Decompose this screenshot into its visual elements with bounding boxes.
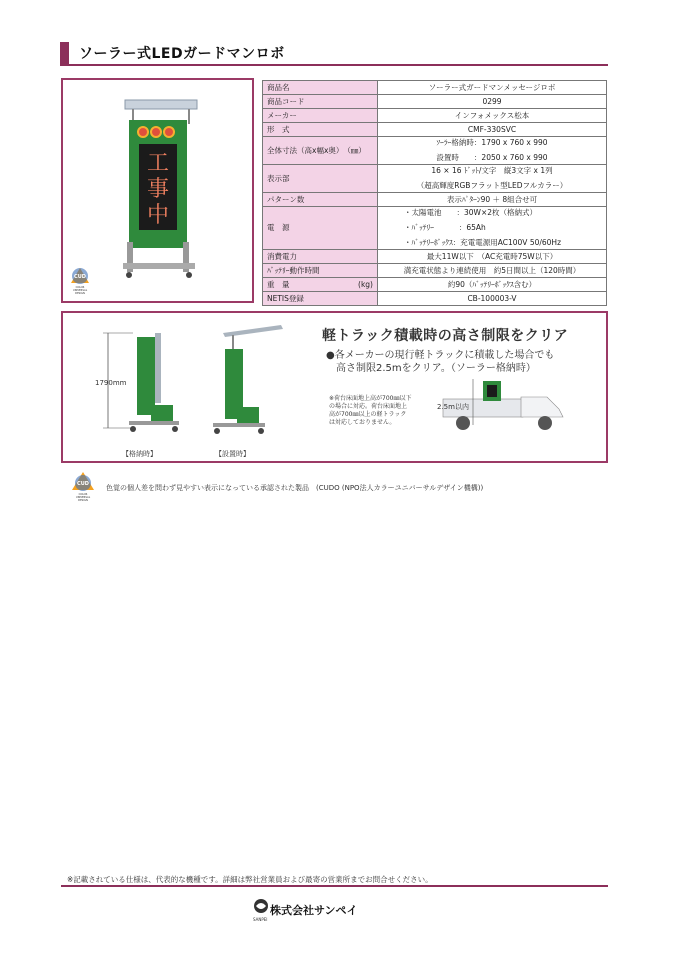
spec-value: 満充電状態より連続使用 約5日間以上（120時間） bbox=[378, 264, 607, 278]
spec-label-unit: (kg) bbox=[358, 279, 373, 289]
display-char-2: 事 bbox=[146, 177, 170, 202]
spec-value: 約90（ﾊﾞｯﾃﾘｰﾎﾞｯｸｽ含む） bbox=[378, 278, 607, 292]
spec-value: ソーラー式ガードマンメッセージロボ bbox=[378, 81, 607, 95]
spec-label: 表示部 bbox=[263, 165, 378, 193]
info-note-2: の場合に対応。荷台床面地上 bbox=[329, 403, 408, 410]
info-heading: 軽トラック積載時の高さ制限をクリア bbox=[322, 328, 569, 344]
spec-value: CMF-330SVC bbox=[378, 123, 607, 137]
display-char-3: 中 bbox=[146, 203, 170, 228]
spec-label: ﾊﾞｯﾃﾘｰ動作時間 bbox=[263, 264, 378, 278]
spec-value-installed: 設置時 ：2050 x 760 x 990 bbox=[436, 153, 548, 162]
spec-row-model bbox=[263, 123, 607, 137]
info-bullet-2: 高さ制限2.5mをクリア。（ソーラー格納時） bbox=[336, 363, 536, 374]
page-title: ソーラー式LEDガードマンロボ bbox=[79, 46, 285, 62]
caption-stored: 【格納時】 bbox=[122, 450, 157, 458]
spec-label: 全体寸法（高x幅x奥） （㎜） bbox=[263, 137, 378, 165]
caption-installed: 【設置時】 bbox=[215, 450, 250, 458]
spec-label: メーカー bbox=[263, 109, 378, 123]
footer-rule bbox=[61, 885, 608, 887]
info-note-1: ※荷台床面地上高が700㎜以下 bbox=[329, 395, 412, 402]
spec-value-display-2: （超高輝度RGBフラット型LEDフルカラー） bbox=[416, 181, 568, 190]
spec-row-patterns bbox=[263, 193, 607, 207]
spec-table bbox=[262, 80, 607, 306]
cudo-logo-line3: DESIGN bbox=[78, 499, 88, 502]
spec-label: パターン数 bbox=[263, 193, 378, 207]
spec-row-display bbox=[263, 165, 607, 193]
height-limit-label: 2.5m以内 bbox=[437, 403, 469, 411]
spec-row-consumption bbox=[263, 250, 607, 264]
spec-label: 形 式 bbox=[263, 123, 378, 137]
cudo-badge-main: CUD bbox=[74, 274, 86, 280]
spec-row-dimensions bbox=[263, 137, 607, 165]
spec-label: NETIS登録 bbox=[263, 292, 378, 306]
spec-row-maker bbox=[263, 109, 607, 123]
footer-note: ※記載されている仕様は、代表的な機種です。詳細は弊社営業員および最寄の営業所までお問合せください。 bbox=[67, 875, 433, 884]
spec-row-product-name bbox=[263, 81, 607, 95]
company-name-en: SANPEI bbox=[253, 917, 268, 922]
spec-value-stored: ｿｰﾗｰ格納時：1790 x 760 x 990 bbox=[436, 138, 548, 147]
side-height-label: 1790mm bbox=[95, 379, 127, 387]
spec-label: 電 源 bbox=[263, 207, 378, 250]
info-note-3: 高が700㎜以上の軽トラック bbox=[329, 411, 407, 418]
spec-row-product-code bbox=[263, 95, 607, 109]
spec-value-solar: ・太陽電池 ：30W×2枚（格納式） bbox=[404, 208, 538, 217]
title-bar bbox=[60, 42, 608, 66]
spec-label: 商品名 bbox=[263, 81, 378, 95]
spec-label: 商品コード bbox=[263, 95, 378, 109]
info-note-4: は対応しておりません。 bbox=[329, 419, 396, 426]
info-bullet-1: ●各メーカーの現行軽トラックに積載した場合でも bbox=[326, 350, 555, 361]
spec-row-weight bbox=[263, 278, 607, 292]
cudo-logo-line1: COLOR bbox=[78, 493, 88, 496]
cudo-badge-line1: COLOR bbox=[75, 286, 85, 289]
product-photo-panel bbox=[61, 78, 254, 303]
spec-row-battery-time bbox=[263, 264, 607, 278]
cudo-statement: 色覚の個人差を問わず見やすい表示になっている承認された製品 (CUDO (NPO法人カラーユニバーサルデザイン機構)) bbox=[106, 484, 484, 492]
spec-value: 表示ﾊﾟﾀｰﾝ90 ＋ 8組合せ可 bbox=[378, 193, 607, 207]
company-name: 株式会社サンペイ bbox=[270, 904, 358, 917]
cudo-logo-line2: UNIVERSAL bbox=[75, 496, 91, 499]
spec-row-power-source bbox=[263, 207, 607, 250]
spec-value: 0299 bbox=[378, 95, 607, 109]
display-char-1: 工 bbox=[146, 151, 170, 176]
spec-value-battery: ・ﾊﾞｯﾃﾘｰ ：65Ah bbox=[404, 223, 486, 232]
cudo-badge-line3: DESIGN bbox=[75, 292, 85, 295]
spec-value-display-1: 16 × 16 ﾄﾞｯﾄ/文字 縦3文字 x 1列 bbox=[431, 166, 553, 175]
spec-label: 消費電力 bbox=[263, 250, 378, 264]
spec-label: 重 量 bbox=[267, 279, 290, 289]
cudo-logo-main: CUD bbox=[77, 481, 89, 487]
spec-value-battery-box: ・ﾊﾞｯﾃﾘｰﾎﾞｯｸｽ：充電電源用AC100V 50/60Hz bbox=[404, 238, 562, 247]
spec-value: 最大11W以下 （AC充電時75W以下） bbox=[378, 250, 607, 264]
title-rule bbox=[60, 64, 608, 66]
spec-row-netis bbox=[263, 292, 607, 306]
title-accent bbox=[60, 42, 69, 64]
cudo-logo-icon bbox=[70, 470, 96, 502]
cudo-badge-line2: UNIVERSAL bbox=[72, 289, 88, 292]
spec-value: インフォメックス松本 bbox=[378, 109, 607, 123]
robot-photo bbox=[63, 80, 252, 301]
spec-value: CB-100003-V bbox=[378, 292, 607, 306]
